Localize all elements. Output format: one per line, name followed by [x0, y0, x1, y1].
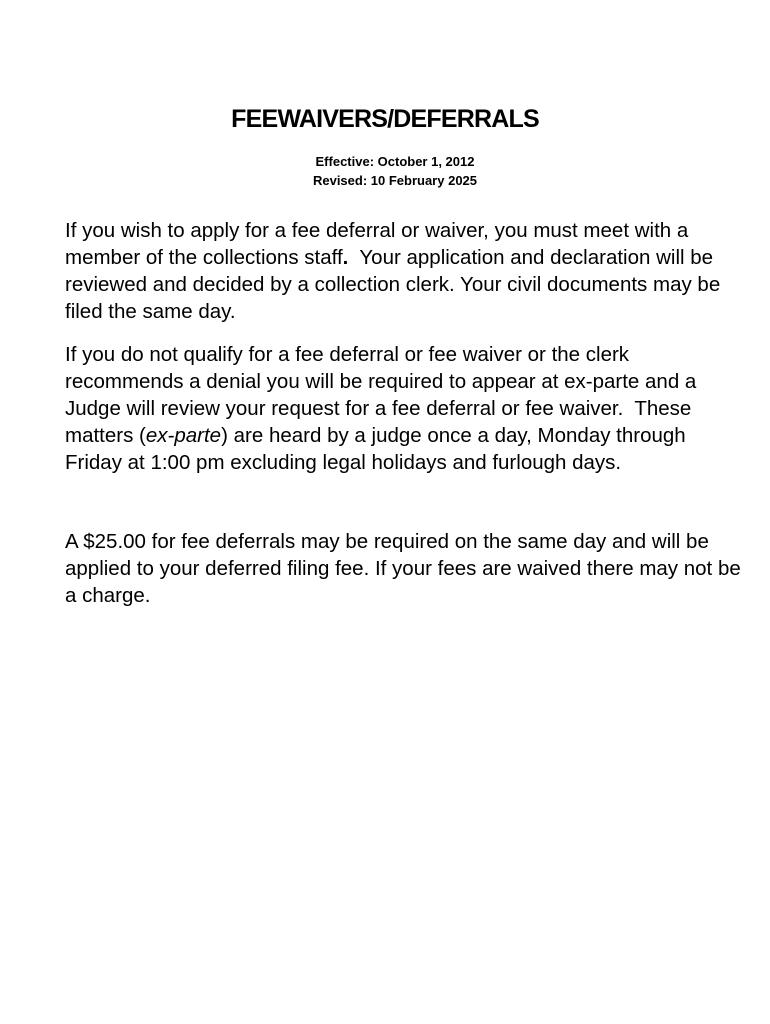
- paragraph-fee-charge: A $25.00 for fee deferrals may be required on the same day and will be applied to your deferred filing fee. If your fees are waived there may not be a charge.: [65, 530, 741, 607]
- paragraph-apply: [65, 217, 745, 325]
- paragraph-apply-part2: Your application and declaration will be reviewed and decided by a collection clerk. Your civil documents may be filed the same day.: [65, 246, 726, 323]
- document-title: FEE WAIVERS/DEFERRALS: [231, 105, 539, 133]
- document-dates: [0, 152, 770, 190]
- revised-date: Revised: 10 February 2025: [312, 173, 478, 188]
- paragraph-apply-bold-period: .: [342, 246, 349, 269]
- paragraph-not-qualify-italic: ex-parte: [145, 424, 222, 447]
- effective-date: Effective: October 1, 2012: [315, 154, 475, 169]
- paragraph-not-qualify-part2: ) are heard by a judge once a day, Monday through Friday at 1:00 pm excluding legal holidays and furlough days.: [65, 424, 686, 474]
- paragraph-not-qualify-part1: If you do not qualify for a fee deferral or fee waiver or the clerk recommends a denial you will be required to appear at ex-parte and a Judge will review your request for a fee deferral or fee waiver. These matters (: [65, 343, 703, 447]
- paragraph-apply-part1: If you wish to apply for a fee deferral or waiver, you must meet with a member of the collections staff: [65, 219, 689, 269]
- paragraph-not-qualify: [65, 341, 745, 476]
